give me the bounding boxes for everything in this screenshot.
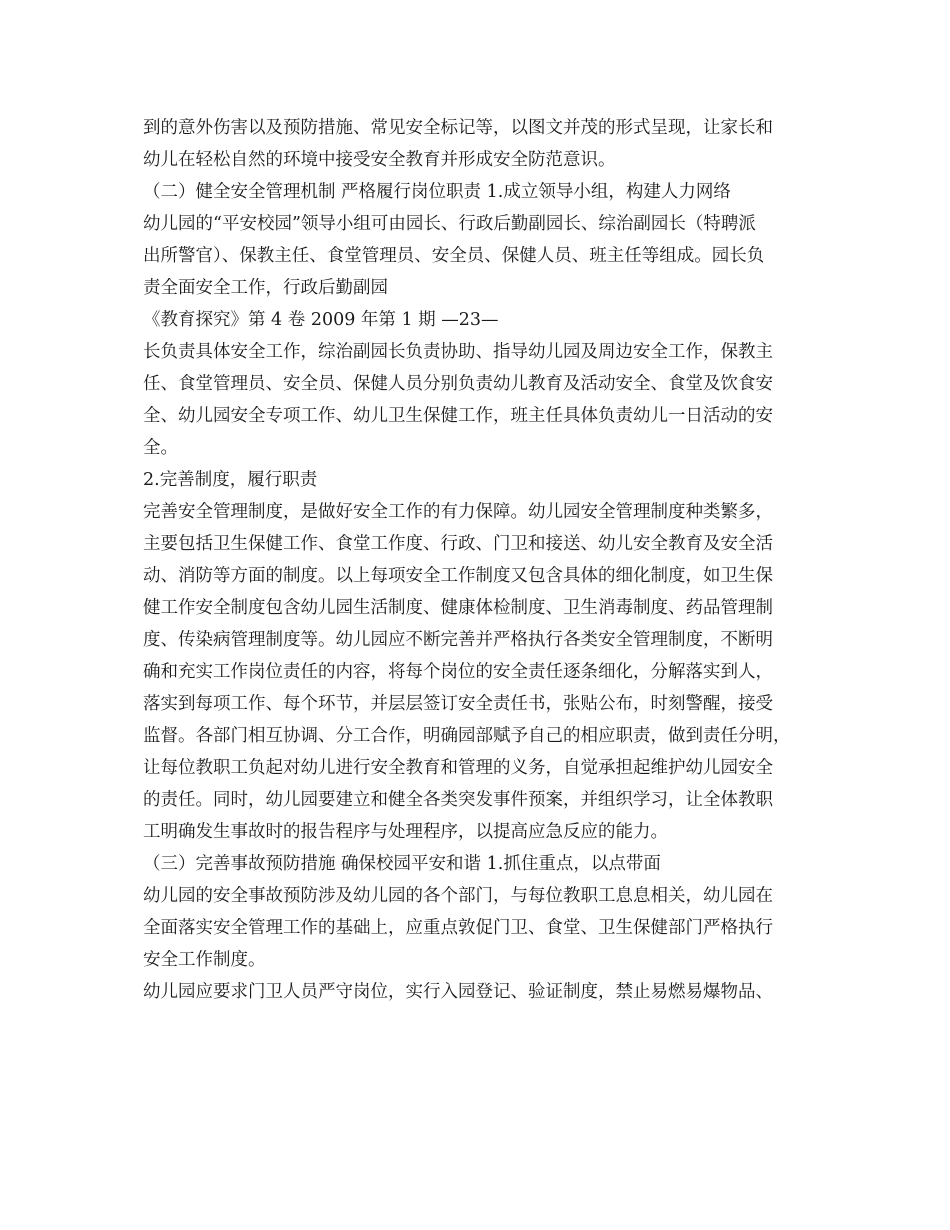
text-line: 让每位教职工负起对幼儿进行安全教育和管理的义务，自觉承担起维护幼儿园安全 <box>143 758 773 778</box>
text-line: 工明确发生事故时的报告程序与处理程序，以提高应急反应的能力。 <box>143 822 668 842</box>
text-line: 健工作安全制度包含幼儿园生活制度、健康体检制度、卫生消毒制度、药品管理制 <box>143 598 773 618</box>
text-line: 全、幼儿园安全专项工作、幼儿卫生保健工作，班主任具体负责幼儿一日活动的安 <box>143 406 773 426</box>
text-line: 幼儿在轻松自然的环境中接受安全教育并形成安全防范意识。 <box>143 150 616 170</box>
text-line: 长负责具体安全工作，综治副园长负责协助、指导幼儿园及周边安全工作，保教主 <box>143 342 773 362</box>
text-line: 出所警官）、保教主任、食堂管理员、安全员、保健人员、班主任等组成。园长负 <box>143 246 765 266</box>
section-heading: （二）健全安全管理机制 严格履行岗位职责 1.成立领导小组，构建人力网络 <box>143 182 731 202</box>
journal-citation: 《教育探究》第 4 卷 2009 年第 1 期 —23— <box>143 310 499 330</box>
text-line: 幼儿园的“平安校园”领导小组可由园长、行政后勤副园长、综治副园长（特聘派 <box>143 214 756 234</box>
text-line: 全面落实安全管理工作的基础上，应重点敦促门卫、食堂、卫生保健部门严格执行 <box>143 918 773 938</box>
text-line: 完善安全管理制度，是做好安全工作的有力保障。幼儿园安全管理制度种类繁多， <box>143 502 773 522</box>
section-heading: （三）完善事故预防措施 确保校园平安和谐 1.抓住重点，以点带面 <box>143 854 661 874</box>
text-line: 监督。各部门相互协调、分工合作，明确园部赋予自己的相应职责，做到责任分明， <box>143 726 791 746</box>
text-line: 幼儿园应要求门卫人员严守岗位，实行入园登记、验证制度，禁止易燃易爆物品、 <box>143 982 773 1002</box>
text-line: 幼儿园的安全事故预防涉及幼儿园的各个部门，与每位教职工息息相关，幼儿园在 <box>143 886 773 906</box>
text-line: 的责任。同时，幼儿园要建立和健全各类突发事件预案，并组织学习，让全体教职 <box>143 790 773 810</box>
text-line: 全。 <box>143 438 178 458</box>
text-line: 到的意外伤害以及预防措施、常见安全标记等，以图文并茂的形式呈现，让家长和 <box>143 118 773 138</box>
text-line: 动、消防等方面的制度。以上每项安全工作制度又包含具体的细化制度，如卫生保 <box>143 566 773 586</box>
text-line: 确和充实工作岗位责任的内容，将每个岗位的安全责任逐条细化，分解落实到人， <box>143 662 773 682</box>
subsection-heading: 2.完善制度，履行职责 <box>143 470 318 490</box>
text-line: 责全面安全工作，行政后勤副园 <box>143 278 388 298</box>
text-line: 主要包括卫生保健工作、食堂工作度、行政、门卫和接送、幼儿安全教育及安全活 <box>143 534 773 554</box>
text-line: 度、传染病管理制度等。幼儿园应不断完善并严格执行各类安全管理制度，不断明 <box>143 630 773 650</box>
document-body <box>143 112 823 1008</box>
text-line: 落实到每项工作、每个环节，并层层签订安全责任书，张贴公布，时刻警醒，接受 <box>143 694 773 714</box>
text-line: 安全工作制度。 <box>143 950 266 970</box>
text-line: 任、食堂管理员、安全员、保健人员分别负责幼儿教育及活动安全、食堂及饮食安 <box>143 374 773 394</box>
